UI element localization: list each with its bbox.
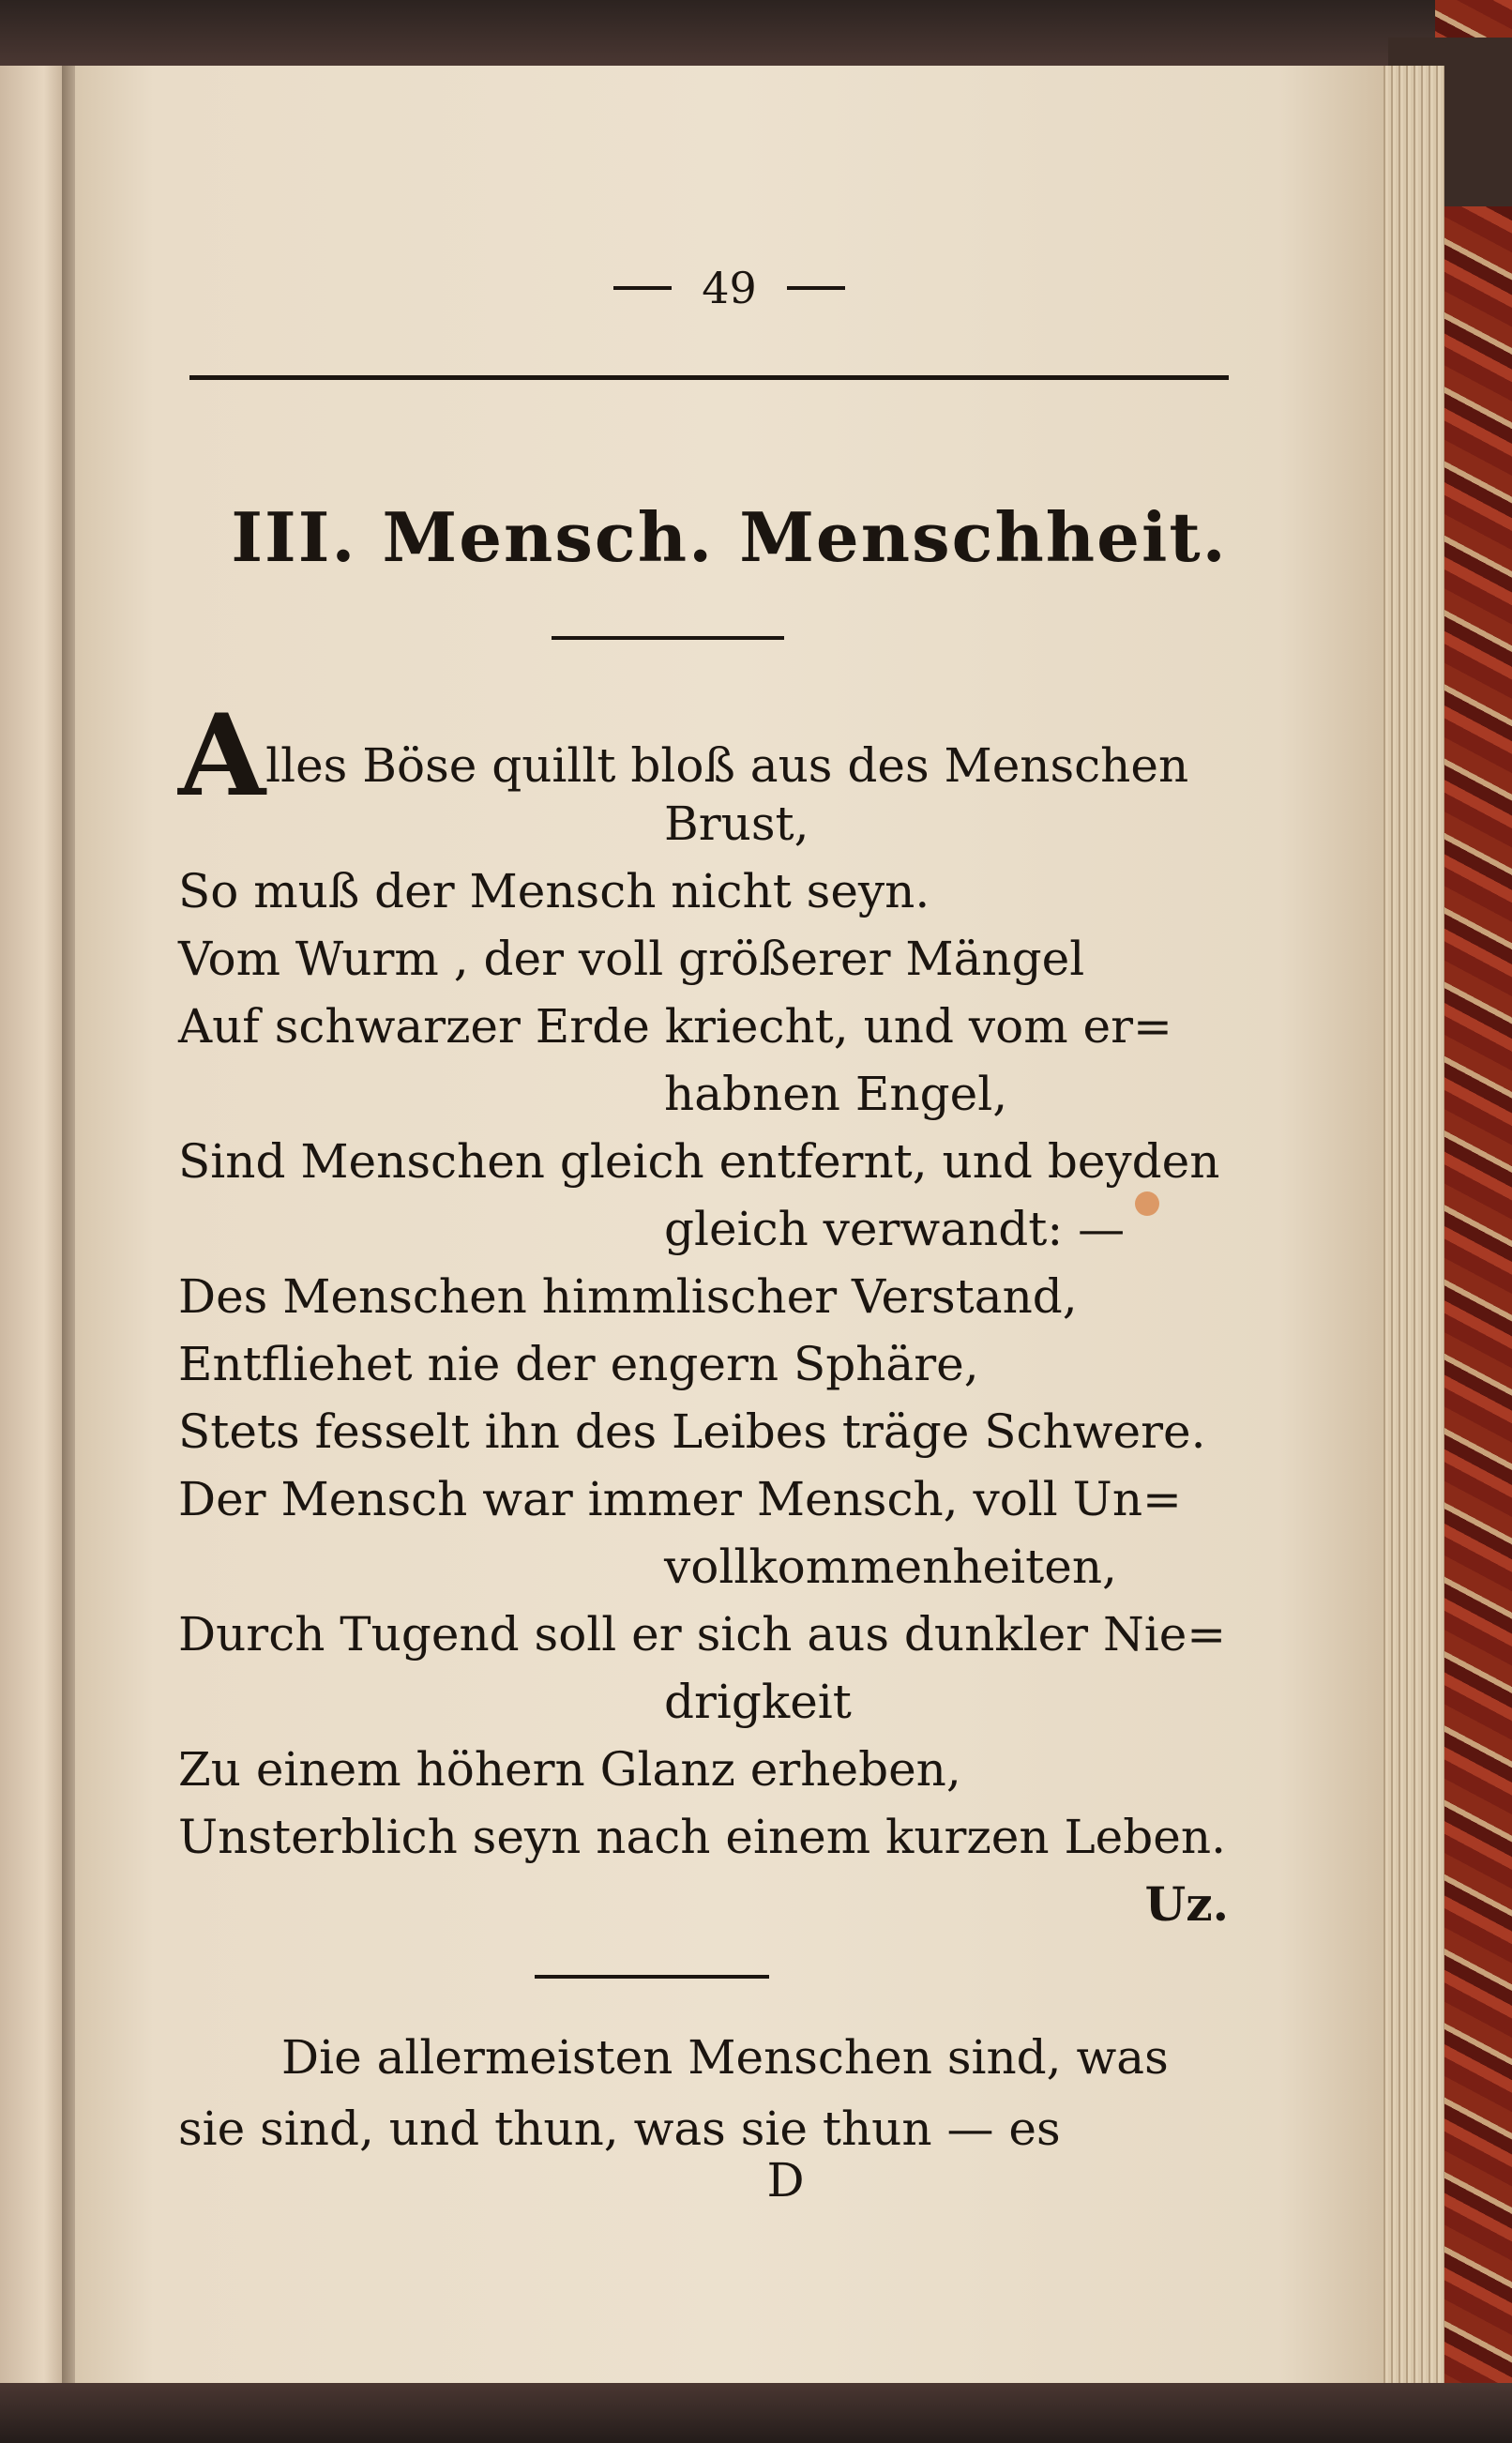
poem-line: Sind Menschen gleich entfernt, und beyden	[178, 1134, 1220, 1189]
poem-line: Vom Wurm , der voll größerer Mängel	[178, 932, 1085, 986]
marbled-cover-edge	[1435, 0, 1512, 2443]
poem-line-continuation: habnen Engel,	[664, 1067, 1008, 1121]
poem-line: So muß der Mensch nicht seyn.	[178, 864, 930, 918]
poem-line	[178, 690, 1247, 822]
poem-line-continuation: drigkeit	[664, 1675, 852, 1729]
poem-line: Entfliehet nie der engern Sphäre,	[178, 1337, 979, 1391]
page-block-edges	[1381, 66, 1444, 2383]
poem-line: Durch Tugend soll er sich aus dunkler Nie=	[178, 1607, 1227, 1662]
page-number: 49	[702, 263, 757, 313]
page-header	[75, 263, 1383, 313]
chapter-title: III. Mensch. Menschheit.	[231, 497, 1228, 577]
title-rule	[552, 636, 784, 640]
prose-paragraph	[178, 2022, 1229, 2164]
poem-line: Auf schwarzer Erde kriecht, und vom er=	[178, 999, 1172, 1054]
paper-stain	[1135, 1191, 1159, 1216]
poem-line: Zu einem höhern Glanz erheben,	[178, 1742, 961, 1797]
poem-line: Unsterblich seyn nach einem kurzen Leben.	[178, 1810, 1226, 1864]
drop-cap: A	[178, 690, 266, 822]
prose-line: Die allermeisten Menschen sind, was	[281, 2030, 1169, 2085]
poem-line: Stets fesselt ihn des Leibes träge Schwere.	[178, 1404, 1206, 1459]
header-dash-left	[613, 286, 672, 290]
poem-line-continuation: gleich verwandt: —	[664, 1202, 1126, 1256]
book-page	[75, 66, 1383, 2383]
poem-line-continuation: vollkommenheiten,	[664, 1540, 1117, 1594]
poem-line-continuation: Brust,	[664, 797, 809, 851]
poem-line-text: lles Böse quillt bloß aus des Menschen	[265, 738, 1189, 793]
prose-line: sie sind, und thun, was sie thun — es	[178, 2102, 1061, 2156]
poem-line: Der Mensch war immer Mensch, voll Un=	[178, 1472, 1182, 1526]
header-dash-right	[787, 286, 845, 290]
book-cover-bottom	[0, 2383, 1512, 2443]
section-rule	[535, 1975, 769, 1979]
poem-author-signature: Uz.	[1144, 1876, 1229, 1932]
poem	[178, 690, 1247, 1938]
catchword: D	[766, 2153, 805, 2208]
header-rule	[189, 375, 1229, 380]
poem-line: Des Menschen himmlischer Verstand,	[178, 1269, 1078, 1324]
book-cover-top	[0, 0, 1512, 66]
